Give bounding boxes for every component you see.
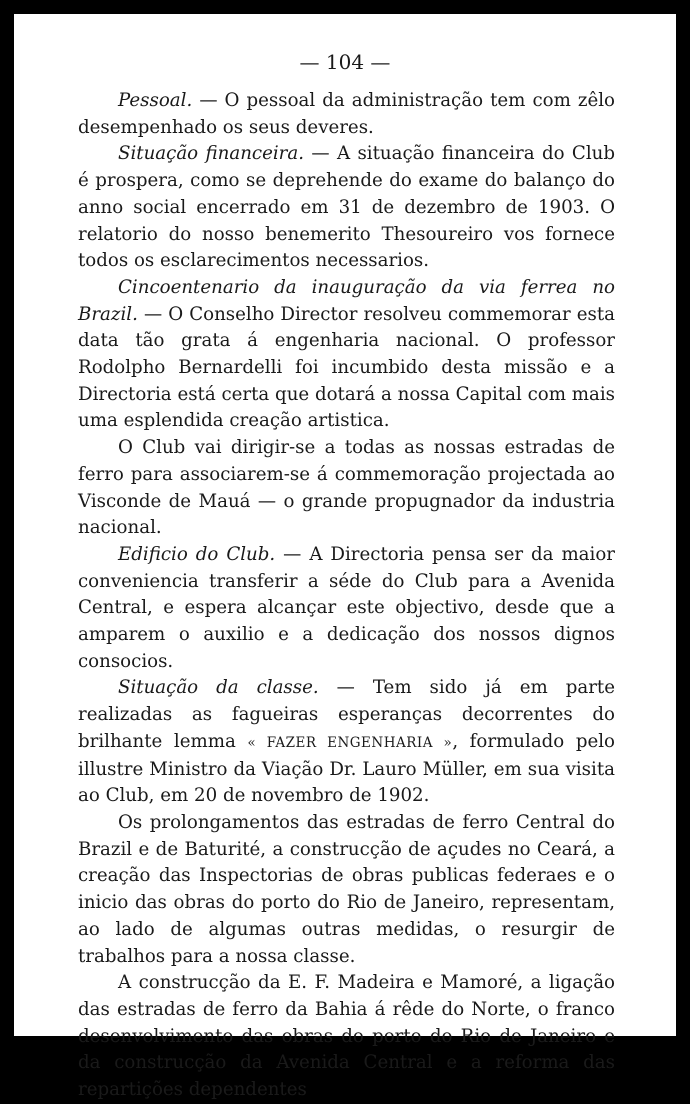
paragraph-text: A construcção da E. F. Madeira e Mamoré, a ligação das estradas de ferro da Bahia á rêde do Norte, o franco desenvolvimento das obras do porto do Rio de Janeiro e da construcção da Avenida Central e a reforma das repartições dependentes — [78, 972, 615, 1101]
section-heading-pessoal: Pessoal. — [118, 90, 193, 111]
paragraph-text: — Tem sido já em parte realizadas as fagueiras esperanças decorrentes do brilhante lemma — [78, 677, 615, 752]
document-page — [14, 14, 676, 1101]
paragraph-prolongamentos — [78, 810, 615, 970]
section-heading-situacao-financeira: Situação financeira. — [118, 143, 304, 165]
page-body — [78, 88, 615, 1104]
section-heading-situacao-classe: Situação da classe. — [118, 677, 319, 699]
section-heading-cincoentenario: Cincoentenario da inauguração da via ferrea no Brazil. — [78, 276, 615, 325]
paragraph-cincoentenario — [78, 275, 615, 435]
paragraph-text: Os prolongamentos das estradas de ferro Central do Brazil e de Baturité, a construcção de açudes no Ceará, a creação das Inspectorias de obras publicas federaes e o inicio das obras do porto do Rio de Janeiro, representam, ao lado de algumas outras medidas, o resurgir de trabalhos para a nossa classe. — [78, 811, 615, 967]
paragraph-pessoal — [78, 88, 615, 141]
paragraph-text: — A Directoria pensa ser da maior conveniencia transferir a séde do Club para a Avenida Central, e espera alcançar este objectivo, desde que a amparem o auxilio e a dedicação dos nossos dignos consocios. — [78, 543, 615, 672]
paragraph-edificio — [78, 542, 615, 676]
page-number: — 104 — — [299, 50, 391, 74]
paragraph-text: — O Conselho Director resolveu commemorar esta data tão grata á engenharia nacional. O professor Rodolpho Bernardelli foi incumbido desta missão e a Directoria está certa que dotará a nossa Capital com mais uma esplendida creação artistica. — [78, 303, 615, 432]
paragraph-club-estradas — [78, 435, 615, 542]
section-heading-edificio: Edificio do Club. — [118, 543, 276, 565]
paragraph-text: — O pessoal da administração tem com zêlo desempenhado os seus deveres. — [78, 90, 615, 138]
paragraph-construccao — [78, 970, 615, 1104]
paragraph-text: , formulado pelo illustre Ministro da Viação Dr. Lauro Müller, em sua visita ao Club, em 20 de novembro de 1902. — [78, 730, 615, 807]
paragraph-situacao-classe — [78, 675, 615, 810]
paragraph-situacao-financeira — [78, 141, 615, 275]
paragraph-text: O Club vai dirigir-se a todas as nossas estradas de ferro para associarem-se á commemoração projectada ao Visconde de Mauá — o grande propugnador da industria nacional. — [78, 437, 615, 539]
paragraph-text: — A situação financeira do Club é prospera, como se deprehende do exame do balanço do anno social encerrado em 31 de dezembro de 1903. O relatorio do nosso benemerito Thesoureiro vos fornece todos os esclarecimentos necessarios. — [78, 143, 616, 272]
motto-text: « FAZER ENGENHARIA » — [247, 734, 453, 751]
